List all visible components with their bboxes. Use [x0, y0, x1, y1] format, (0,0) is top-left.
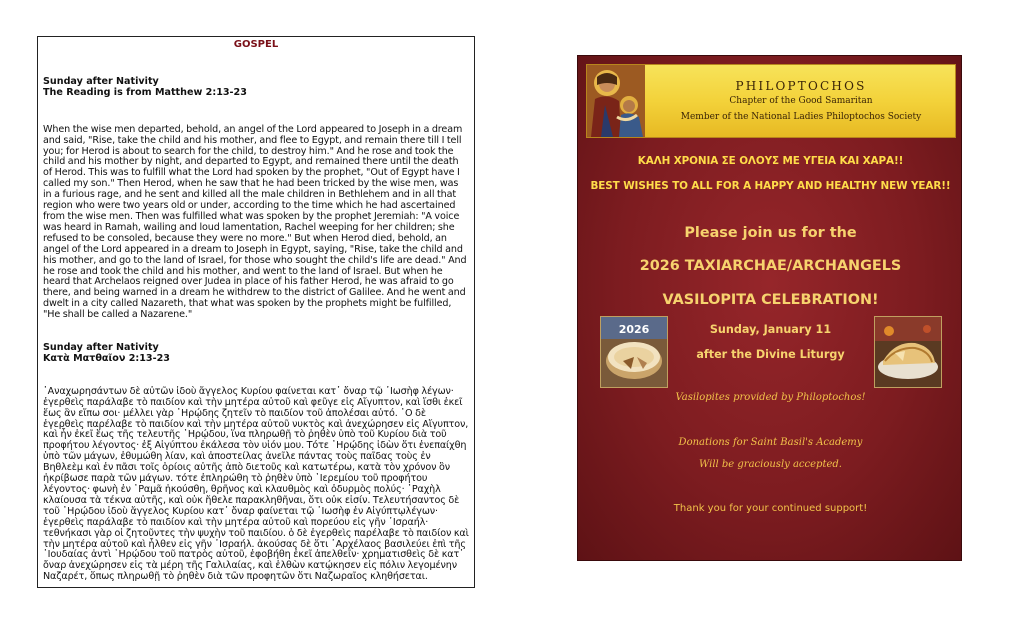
english-heading-line1: Sunday after Nativity [43, 75, 159, 87]
good-samaritan-icon [587, 65, 645, 137]
greek-heading-line1: Sunday after Nativity [43, 342, 159, 354]
english-greeting: BEST WISHES TO ALL FOR A HAPPY AND HEALTHY NEW YEAR!! [590, 180, 951, 192]
flyer-header-banner [586, 64, 956, 138]
vasilopites-note: Vasilopites provided by Philoptochos! [675, 392, 866, 403]
english-heading-line2: The Reading is from Matthew 2:13-23 [43, 86, 247, 98]
donations-line-1: Donations for Saint Basil's Academy [678, 437, 863, 448]
greek-greeting: ΚΑΛΗ ΧΡΟΝΙΑ ΣΕ ΟΛΟΥΣ ΜΕ ΥΓΕΙΑ ΚΑΙ ΧΑΡΑ!! [637, 155, 904, 167]
icon-image [587, 65, 645, 137]
invite-line-3: VASILOPITA CELEBRATION! [662, 292, 879, 308]
greek-reading-text: ᾿Αναχωρησάντων δὲ αὐτῶν ἰδοὺ ἄγγελος Κυρίου φαίνεται κατ᾿ ὄναρ τῷ ᾿Ιωσὴφ λέγων· ἐγερθεὶς παράλαβε τὸ παιδίον καὶ τὴν μητέρα αὐτοῦ καὶ φεῦγε εἰς Αἴγυπτον, καὶ ἴσθι ἐκεῖ ἕως ἂν εἴπω σοι· μέλλει γὰρ ῾Ηρῴδης ζητεῖν τὸ παιδίον τοῦ ἀπολέσαι αὐτό. ῾Ο δὲ ἐγερθεὶς παρέλαβε τὸ παιδίον καὶ τὴν μητέρα αὐτοῦ νυκτὸς καὶ ἀνεχώρησεν εἰς Αἴγυπτον, καὶ ἦν ἐκεῖ ἕως τῆς τελευτῆς ῾Ηρῴδου, ἵνα πληρωθῇ τὸ ῥηθὲν ὑπὸ τοῦ Κυρίου διὰ τοῦ προφήτου λέγοντος· ἐξ Αἰγύπτου ἐκάλεσα τὸν υἱόν μου. Τότε ῾Ηρῴδης ἰδὼν ὅτι ἐνεπαίχθη ὑπὸ τῶν μάγων, ἐθυμώθη λίαν, καὶ ἀποστείλας ἀνεῖλε πάντας τοὺς παῖδας τοὺς ἐν Βηθλεὲμ καὶ ἐν πᾶσι τοῖς ὁρίοις αὐτῆς ἀπὸ διετοῦς καὶ κατωτέρω, κατὰ τὸν χρόνον ὃν ἠκρίβωσε παρὰ τῶν μάγων. τότε ἐπληρώθη τὸ ῥηθὲν ὑπὸ ῾Ιερεμίου τοῦ προφήτου λέγοντος· φωνὴ ἐν ῾Ραμᾶ ἠκούσθη, θρῆνος καὶ κλαυθμὸς καὶ ὀδυρμὸς πολύς· ῾Ραχὴλ κλαίουσα τὰ τέκνα αὐτῆς, καὶ οὐκ ἤθελε παρακληθῆναι, ὅτι οὐκ εἰσίν. Τελευτήσαντος δὲ τοῦ ῾Ηρῴδου ἰδοὺ ἄγγελος Κυρίου κατ᾿ ὄναρ φαίνεται τῷ ᾿Ιωσὴφ ἐν Αἰγύπτῳλέγων· ἐγερθεὶς παράλαβε τὸ παιδίον καὶ τὴν μητέρα αὐτοῦ καὶ πορεύου εἰς γῆν ᾿Ισραήλ· τεθνήκασι γὰρ οἱ ζητοῦντες τὴν ψυχὴν τοῦ παιδίου. ὁ δὲ ἐγερθεὶς παρέλαβε τὸ παιδίον καὶ τὴν μητέρα αὐτοῦ καὶ ἦλθεν εἰς γῆν ᾿Ισραήλ. ἀκούσας δὲ ὅτι ᾿Αρχέλαος βασιλεύει ἐπὶ τῆς ᾿Ιουδαίας ἀντὶ ῾Ηρῴδου τοῦ πατρὸς αὐτοῦ, ἐφοβήθη ἐκεῖ ἀπελθεῖν· χρηματισθεὶς δὲ κατ᾿ ὄναρ ἀνεχώρησεν εἰς τὰ μέρη τῆς Γαλιλαίας, καὶ ἐλθὼν κατῴκησεν εἰς πόλιν λεγομένην Ναζαρέτ, ὅπως πληρωθῇ τὸ ῥηθὲν διὰ τῶν προφητῶν ὅτι Ναζωραῖος κληθήσεται. [43, 385, 469, 583]
invite-line-2: 2026 TAXIARCHAE/ARCHANGELS [639, 258, 902, 274]
vasilopita-flyer [577, 55, 962, 561]
gospel-title: GOSPEL [233, 39, 279, 50]
event-date: Sunday, January 11 [709, 323, 832, 336]
gospel-page [37, 36, 475, 588]
donations-line-2: Will be graciously accepted. [699, 459, 842, 470]
invite-line-1: Please join us for the [684, 225, 857, 241]
header-org-name: PHILOPTOCHOS [735, 79, 867, 93]
cake-year-label: 2026 [618, 323, 650, 336]
event-time: after the Divine Liturgy [696, 348, 845, 361]
thank-you-note: Thank you for your continued support! [673, 503, 868, 514]
english-reading-text: When the wise men departed, behold, an angel of the Lord appeared to Joseph in a dream and said, "Rise, take the child and his mother, and flee to Egypt, and remain there till I tell you; for Herod is about to search for the child, to destroy him." And he rose and took the child and his mother by night, and departed to Egypt, and remained there until the death of Herod. This was to fulfill what the Lord had spoken by the prophet, "Out of Egypt have I called my son." Then Herod, when he saw that he had been tricked by the wise men, was in a furious rage, and he sent and killed all the male children in Bethlehem and in all that region who were two years old or under, according to the time which he had ascertained from the wise men. Then was fulfilled what was spoken by the prophet Jeremiah: "A voice was heard in Ramah, wailing and loud lamentation, Rachel weeping for her children; she refused to be consoled, because they were no more." But when Herod died, behold, an angel of the Lord appeared in a dream to Joseph in Egypt, saying, "Rise, take the child and his mother, and go to the land of Israel, for those who sought the child's life are dead." And he rose and took the child and his mother, and went to the land of Israel. But when he heard that Archelaos reigned over Judea in place of his father Herod, he was afraid to go there, and being warned in a dream he withdrew to the district of Galilee. And he went and dwelt in a city called Nazareth, that what was spoken by the prophets might be fulfilled, "He shall be called a Nazarene." [43, 123, 467, 321]
header-membership: Member of the National Ladies Philoptochos Society [680, 112, 922, 122]
header-chapter: Chapter of the Good Samaritan [729, 96, 873, 106]
greek-heading-line2: Κατὰ Ματθαῖον 2:13-23 [43, 352, 170, 364]
vasilopita-cake-photo-right [874, 316, 942, 388]
